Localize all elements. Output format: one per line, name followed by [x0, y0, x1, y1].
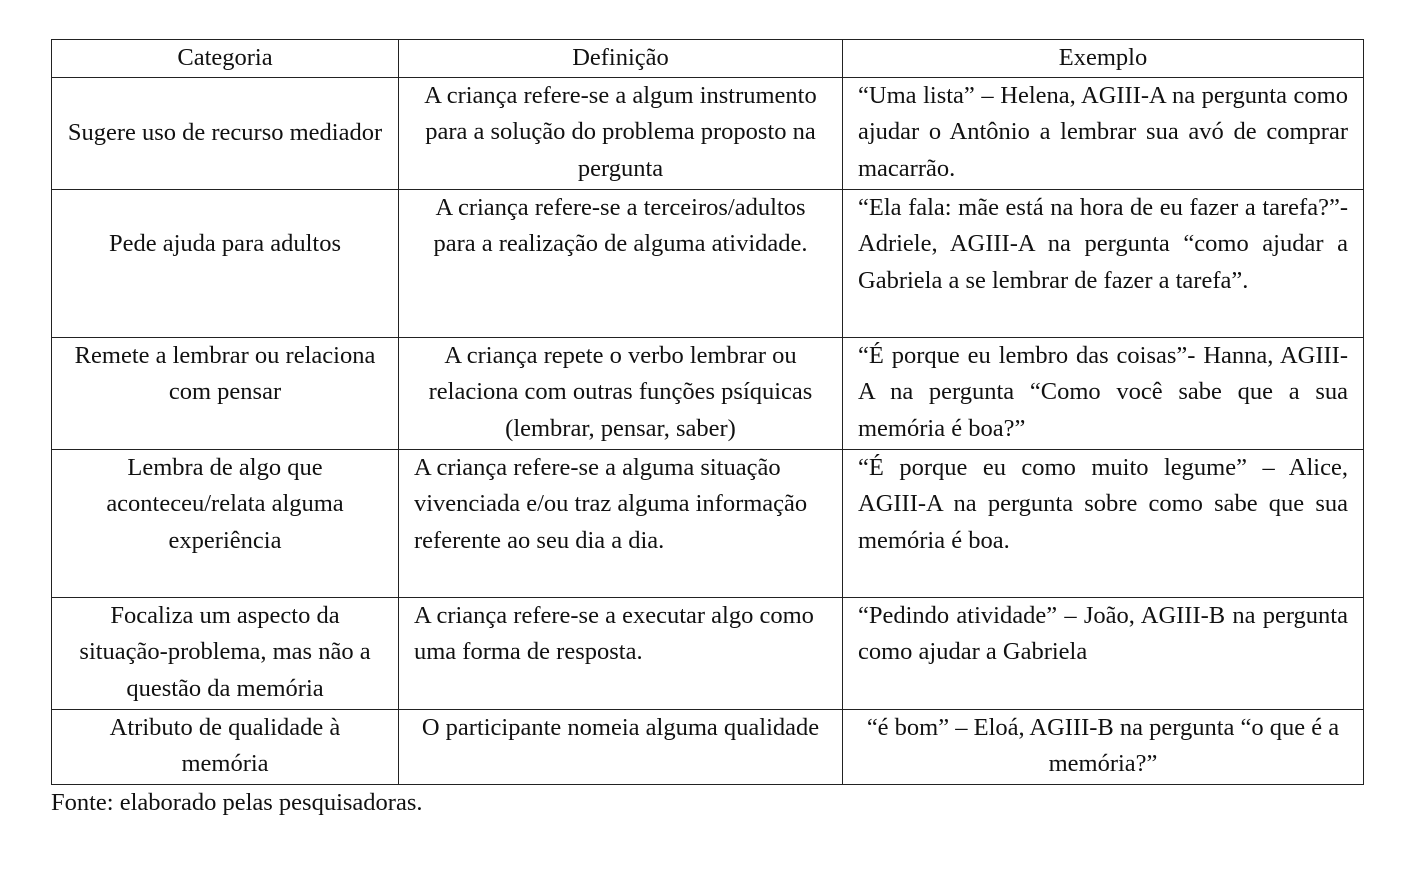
cell-categoria: Focaliza um aspecto da situação-problema, mas não a questão da memória [52, 597, 399, 709]
table-row [52, 597, 1364, 709]
table-row [52, 337, 1364, 449]
cell-exemplo: “é bom” – Eloá, AGIII-B na pergunta “o que é a memória?” [843, 709, 1364, 784]
cell-categoria: Sugere uso de recurso mediador [52, 77, 399, 189]
cell-definicao: A criança refere-se a alguma situação vivenciada e/ou traz alguma informação referente ao seu dia a dia. [399, 449, 843, 597]
table-header-row [52, 40, 1364, 78]
cell-definicao: A criança refere-se a terceiros/adultos para a realização de alguma atividade. [399, 189, 843, 337]
cell-categoria: Lembra de algo que aconteceu/relata alguma experiência [52, 449, 399, 597]
cell-exemplo: “É porque eu como muito legume” – Alice, AGIII-A na pergunta sobre como sabe que sua memória é boa. [843, 449, 1364, 597]
header-definicao: Definição [399, 40, 843, 78]
header-exemplo: Exemplo [843, 40, 1364, 78]
table-row [52, 77, 1364, 189]
cell-definicao: O participante nomeia alguma qualidade [399, 709, 843, 784]
source-note: Fonte: elaborado pelas pesquisadoras. [51, 789, 423, 816]
cell-exemplo: “Ela fala: mãe está na hora de eu fazer a tarefa?”- Adriele, AGIII-A na pergunta “como ajudar a Gabriela a se lembrar de fazer a tarefa”. [843, 189, 1364, 337]
cell-definicao: A criança repete o verbo lembrar ou relaciona com outras funções psíquicas (lembrar, pensar, saber) [399, 337, 843, 449]
cell-categoria: Pede ajuda para adultos [52, 189, 399, 337]
categories-table [51, 39, 1364, 785]
cell-exemplo: “Pedindo atividade” – João, AGIII-B na pergunta como ajudar a Gabriela [843, 597, 1364, 709]
table-row [52, 449, 1364, 597]
cell-definicao: A criança refere-se a algum instrumento para a solução do problema proposto na pergunta [399, 77, 843, 189]
cell-categoria: Atributo de qualidade à memória [52, 709, 399, 784]
table-row [52, 189, 1364, 337]
cell-categoria: Remete a lembrar ou relaciona com pensar [52, 337, 399, 449]
table-row [52, 709, 1364, 784]
cell-definicao: A criança refere-se a executar algo como uma forma de resposta. [399, 597, 843, 709]
cell-exemplo: “É porque eu lembro das coisas”- Hanna, AGIII-A na pergunta “Como você sabe que a sua memória é boa?” [843, 337, 1364, 449]
cell-exemplo: “Uma lista” – Helena, AGIII-A na pergunta como ajudar o Antônio a lembrar sua avó de comprar macarrão. [843, 77, 1364, 189]
header-categoria: Categoria [52, 40, 399, 78]
